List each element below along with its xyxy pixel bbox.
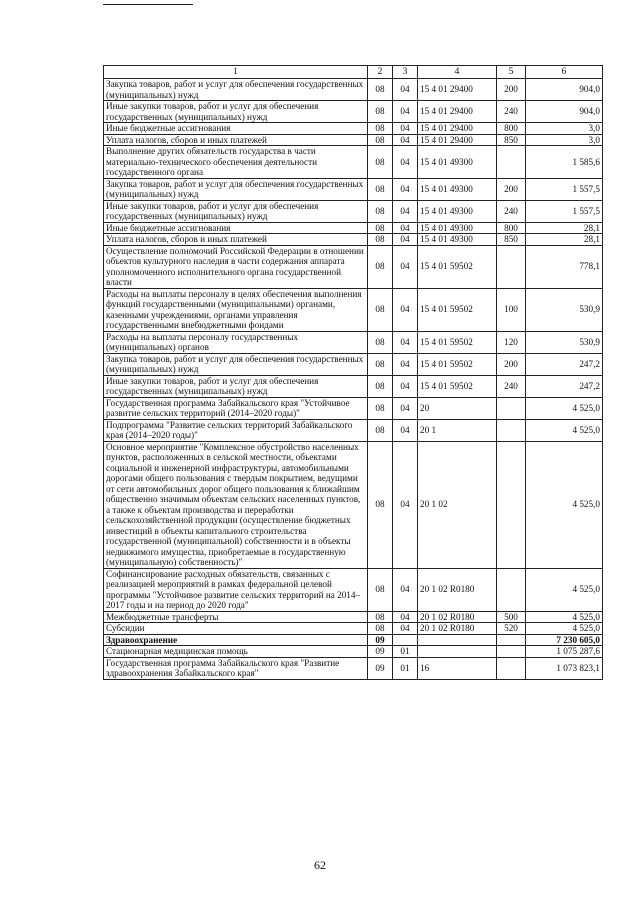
section-code-cell: 08 bbox=[368, 623, 393, 635]
expense-name-cell: Софинансирование расходных обязательств, связанных с реализацией мероприятий в рамках федеральной целевой программы "Устойчивое развитие сельских территорий на 2014–2017 годы и на период до 2020 года" bbox=[104, 568, 368, 611]
amount-cell: 4 525,0 bbox=[526, 623, 603, 635]
expense-name-cell: Уплата налогов, сборов и иных платежей bbox=[104, 234, 368, 246]
target-article-cell bbox=[418, 646, 497, 658]
expense-type-cell: 850 bbox=[497, 234, 526, 246]
table-row bbox=[104, 123, 603, 135]
expense-name-cell: Иные закупки товаров, работ и услуг для обеспечения государственных (муниципальных) нужд bbox=[104, 200, 368, 222]
expense-type-cell: 200 bbox=[497, 79, 526, 101]
amount-cell: 1 073 823,1 bbox=[526, 657, 603, 679]
expense-type-cell bbox=[497, 646, 526, 658]
table-row bbox=[104, 441, 603, 568]
target-article-cell: 15 4 01 59502 bbox=[418, 245, 497, 288]
subsection-code-cell: 01 bbox=[393, 646, 418, 658]
table-row bbox=[104, 245, 603, 288]
expense-type-cell: 850 bbox=[497, 134, 526, 146]
target-article-cell: 15 4 01 59502 bbox=[418, 288, 497, 331]
subsection-code-cell: 04 bbox=[393, 331, 418, 353]
section-code-cell: 08 bbox=[368, 375, 393, 397]
amount-cell: 28,1 bbox=[526, 222, 603, 234]
expense-type-cell: 200 bbox=[497, 178, 526, 200]
amount-cell: 1 585,6 bbox=[526, 146, 603, 179]
table-row bbox=[104, 634, 603, 646]
amount-cell: 4 525,0 bbox=[526, 568, 603, 611]
amount-cell: 1 557,5 bbox=[526, 178, 603, 200]
target-article-cell: 15 4 01 49300 bbox=[418, 200, 497, 222]
table-row bbox=[104, 611, 603, 623]
table-row bbox=[104, 234, 603, 246]
section-code-cell: 08 bbox=[368, 146, 393, 179]
section-code-cell: 08 bbox=[368, 123, 393, 135]
subsection-code-cell: 04 bbox=[393, 375, 418, 397]
subsection-code-cell: 04 bbox=[393, 222, 418, 234]
expense-type-cell: 800 bbox=[497, 222, 526, 234]
expense-name-cell: Основное мероприятие "Комплексное обустройство населенных пунктов, расположенных в сельской местности, объектами социальной и инженерной инфраструктуры, автомобильными дорогами общего пользования с твердым покрытием, ведущими от сети автомобильных дорог общего пользования к ближайшим общественно значимым объектам сельских населенных пунктов, а также к объектам производства и переработки сельскохозяйственной продукции (осуществление бюджетных инвестиций в объекты капитального строительства государственной (муниципальной) собственности и в объекты недвижимого имущества, приобретаемые в государственную (муниципальную) собственность)" bbox=[104, 441, 368, 568]
target-article-cell: 20 bbox=[418, 397, 497, 419]
expense-type-cell: 200 bbox=[497, 353, 526, 375]
subsection-code-cell: 04 bbox=[393, 134, 418, 146]
expense-name-cell: Иные бюджетные ассигнования bbox=[104, 123, 368, 135]
table-row bbox=[104, 419, 603, 441]
expense-name-cell: Государственная программа Забайкальского края "Развитие здравоохранения Забайкальского края" bbox=[104, 657, 368, 679]
table-row bbox=[104, 178, 603, 200]
subsection-code-cell: 04 bbox=[393, 623, 418, 635]
page-number: 62 bbox=[314, 858, 326, 872]
section-code-cell: 09 bbox=[368, 657, 393, 679]
subsection-code-cell: 04 bbox=[393, 123, 418, 135]
table-row bbox=[104, 222, 603, 234]
column-header: 4 bbox=[418, 66, 497, 79]
table-row bbox=[104, 375, 603, 397]
expense-name-cell: Расходы на выплаты персоналу в целях обеспечения выполнения функций государственными (муниципальными) органами, казенными учреждениями, органами управления государственными внебюджетными фондами bbox=[104, 288, 368, 331]
subsection-code-cell: 04 bbox=[393, 178, 418, 200]
target-article-cell: 20 1 bbox=[418, 419, 497, 441]
section-code-cell: 08 bbox=[368, 441, 393, 568]
subsection-code-cell: 04 bbox=[393, 245, 418, 288]
section-code-cell: 08 bbox=[368, 288, 393, 331]
amount-cell: 4 525,0 bbox=[526, 397, 603, 419]
expense-name-cell: Иные закупки товаров, работ и услуг для обеспечения государственных (муниципальных) нужд bbox=[104, 375, 368, 397]
expense-name-cell: Выполнение других обязательств государства в части материально-технического обеспечения деятельности государственного органа bbox=[104, 146, 368, 179]
section-code-cell: 08 bbox=[368, 397, 393, 419]
target-article-cell: 15 4 01 49300 bbox=[418, 146, 497, 179]
expense-name-cell: Иные закупки товаров, работ и услуг для обеспечения государственных (муниципальных) нужд bbox=[104, 101, 368, 123]
subsection-code-cell: 04 bbox=[393, 234, 418, 246]
column-header: 6 bbox=[526, 66, 603, 79]
subsection-code-cell: 04 bbox=[393, 200, 418, 222]
amount-cell: 904,0 bbox=[526, 101, 603, 123]
subsection-code-cell: 04 bbox=[393, 353, 418, 375]
subsection-code-cell: 04 bbox=[393, 288, 418, 331]
amount-cell: 4 525,0 bbox=[526, 611, 603, 623]
column-header: 5 bbox=[497, 66, 526, 79]
amount-cell: 4 525,0 bbox=[526, 441, 603, 568]
expense-type-cell: 520 bbox=[497, 623, 526, 635]
target-article-cell: 20 1 02 R0180 bbox=[418, 623, 497, 635]
amount-cell: 247,2 bbox=[526, 353, 603, 375]
subsection-code-cell bbox=[393, 634, 418, 646]
amount-cell: 247,2 bbox=[526, 375, 603, 397]
expense-type-cell: 100 bbox=[497, 288, 526, 331]
expense-type-cell bbox=[497, 657, 526, 679]
expense-name-cell: Государственная программа Забайкальского края "Устойчивое развитие сельских территорий (2014–2020 годы)" bbox=[104, 397, 368, 419]
amount-cell: 3,0 bbox=[526, 134, 603, 146]
expense-name-cell: Подпрограмма "Развитие сельских территорий Забайкальского края (2014–2020 годы)" bbox=[104, 419, 368, 441]
expense-name-cell: Расходы на выплаты персоналу государственных (муниципальных) органов bbox=[104, 331, 368, 353]
expense-name-cell: Субсидии bbox=[104, 623, 368, 635]
column-header: 3 bbox=[393, 66, 418, 79]
amount-cell: 904,0 bbox=[526, 79, 603, 101]
target-article-cell: 15 4 01 49300 bbox=[418, 222, 497, 234]
expense-type-cell bbox=[497, 441, 526, 568]
amount-cell: 778,1 bbox=[526, 245, 603, 288]
table-row bbox=[104, 146, 603, 179]
section-code-cell: 08 bbox=[368, 331, 393, 353]
subsection-code-cell: 01 bbox=[393, 657, 418, 679]
amount-cell: 3,0 bbox=[526, 123, 603, 135]
expense-name-cell: Здравоохранение bbox=[104, 634, 368, 646]
subsection-code-cell: 04 bbox=[393, 419, 418, 441]
expense-type-cell: 240 bbox=[497, 101, 526, 123]
amount-cell: 7 230 605,0 bbox=[526, 634, 603, 646]
column-header: 1 bbox=[104, 66, 368, 79]
table-row bbox=[104, 353, 603, 375]
table-row bbox=[104, 79, 603, 101]
section-code-cell: 08 bbox=[368, 101, 393, 123]
amount-cell: 530,9 bbox=[526, 331, 603, 353]
target-article-cell bbox=[418, 634, 497, 646]
section-code-cell: 08 bbox=[368, 200, 393, 222]
table-row bbox=[104, 101, 603, 123]
target-article-cell: 15 4 01 59502 bbox=[418, 353, 497, 375]
table-row bbox=[104, 623, 603, 635]
expense-name-cell: Межбюджетные трансферты bbox=[104, 611, 368, 623]
expense-type-cell bbox=[497, 146, 526, 179]
table-header-row bbox=[104, 66, 603, 79]
section-code-cell: 08 bbox=[368, 353, 393, 375]
expense-type-cell: 240 bbox=[497, 200, 526, 222]
target-article-cell: 15 4 01 29400 bbox=[418, 79, 497, 101]
section-code-cell: 08 bbox=[368, 178, 393, 200]
amount-cell: 1 557,5 bbox=[526, 200, 603, 222]
section-code-cell: 08 bbox=[368, 245, 393, 288]
expense-type-cell bbox=[497, 397, 526, 419]
amount-cell: 28,1 bbox=[526, 234, 603, 246]
section-code-cell: 08 bbox=[368, 222, 393, 234]
target-article-cell: 15 4 01 29400 bbox=[418, 123, 497, 135]
budget-table bbox=[103, 65, 603, 680]
section-code-cell: 09 bbox=[368, 646, 393, 658]
section-code-cell: 08 bbox=[368, 611, 393, 623]
column-header: 2 bbox=[368, 66, 393, 79]
expense-name-cell: Осуществление полномочий Российской Федерации в отношении объектов культурного наследия в части содержания аппарата уполномоченного исполнительного органа государственной власти bbox=[104, 245, 368, 288]
section-code-cell: 09 bbox=[368, 634, 393, 646]
expense-type-cell bbox=[497, 568, 526, 611]
subsection-code-cell: 04 bbox=[393, 397, 418, 419]
section-code-cell: 08 bbox=[368, 419, 393, 441]
target-article-cell: 15 4 01 29400 bbox=[418, 101, 497, 123]
amount-cell: 1 075 287,6 bbox=[526, 646, 603, 658]
header-rule bbox=[103, 4, 193, 5]
expense-name-cell: Уплата налогов, сборов и иных платежей bbox=[104, 134, 368, 146]
subsection-code-cell: 04 bbox=[393, 568, 418, 611]
expense-name-cell: Закупка товаров, работ и услуг для обеспечения государственных (муниципальных) нужд bbox=[104, 178, 368, 200]
target-article-cell: 20 1 02 R0180 bbox=[418, 611, 497, 623]
expense-type-cell bbox=[497, 634, 526, 646]
section-code-cell: 08 bbox=[368, 234, 393, 246]
table-row bbox=[104, 646, 603, 658]
amount-cell: 4 525,0 bbox=[526, 419, 603, 441]
expense-type-cell: 500 bbox=[497, 611, 526, 623]
amount-cell: 530,9 bbox=[526, 288, 603, 331]
expense-type-cell: 120 bbox=[497, 331, 526, 353]
expense-type-cell bbox=[497, 245, 526, 288]
table-row bbox=[104, 657, 603, 679]
expense-type-cell: 240 bbox=[497, 375, 526, 397]
target-article-cell: 15 4 01 29400 bbox=[418, 134, 497, 146]
table-row bbox=[104, 331, 603, 353]
table-row bbox=[104, 288, 603, 331]
table-row bbox=[104, 568, 603, 611]
expense-type-cell: 800 bbox=[497, 123, 526, 135]
budget-table-body bbox=[104, 66, 603, 680]
expense-name-cell: Стационарная медицинская помощь bbox=[104, 646, 368, 658]
target-article-cell: 15 4 01 49300 bbox=[418, 234, 497, 246]
section-code-cell: 08 bbox=[368, 134, 393, 146]
target-article-cell: 16 bbox=[418, 657, 497, 679]
target-article-cell: 15 4 01 59502 bbox=[418, 375, 497, 397]
subsection-code-cell: 04 bbox=[393, 79, 418, 101]
expense-name-cell: Иные бюджетные ассигнования bbox=[104, 222, 368, 234]
table-row bbox=[104, 397, 603, 419]
subsection-code-cell: 04 bbox=[393, 611, 418, 623]
subsection-code-cell: 04 bbox=[393, 441, 418, 568]
expense-name-cell: Закупка товаров, работ и услуг для обеспечения государственных (муниципальных) нужд bbox=[104, 79, 368, 101]
expense-type-cell bbox=[497, 419, 526, 441]
expense-name-cell: Закупка товаров, работ и услуг для обеспечения государственных (муниципальных) нужд bbox=[104, 353, 368, 375]
target-article-cell: 20 1 02 bbox=[418, 441, 497, 568]
target-article-cell: 15 4 01 49300 bbox=[418, 178, 497, 200]
section-code-cell: 08 bbox=[368, 568, 393, 611]
subsection-code-cell: 04 bbox=[393, 101, 418, 123]
target-article-cell: 20 1 02 R0180 bbox=[418, 568, 497, 611]
table-row bbox=[104, 134, 603, 146]
section-code-cell: 08 bbox=[368, 79, 393, 101]
target-article-cell: 15 4 01 59502 bbox=[418, 331, 497, 353]
subsection-code-cell: 04 bbox=[393, 146, 418, 179]
table-row bbox=[104, 200, 603, 222]
